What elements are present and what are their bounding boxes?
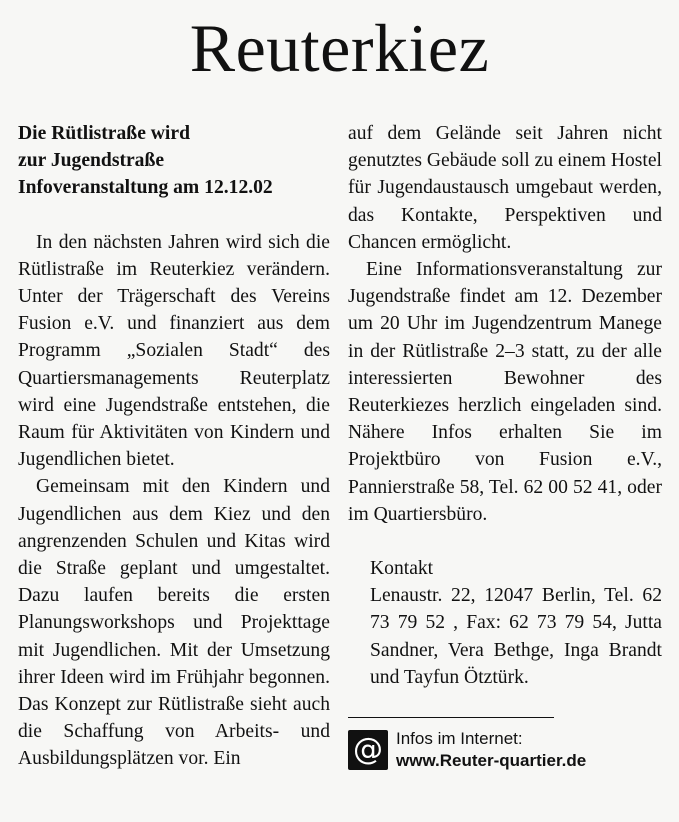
headline-line-2: zur Jugendstraße (18, 150, 165, 172)
spacer (18, 202, 330, 229)
article-paragraph-1: In den nächsten Jahren wird sich die Rütlistraße im Reuterkiez verändern. Unter der Trägerschaft des Vereins Fusion e.V. und finanziert aus dem Programm „Sozialen Stadt“ des Quartiersmanagements Reuterplatz wird eine Jugendstraße entstehen, die Raum für Aktivitäten von Kindern und Jugendlichen bietet. (18, 231, 330, 471)
article-paragraph-3: auf dem Gelände seit Jahren nicht genutztes Gebäude soll zu einem Hostel für Jugendaustausch umgebaut werden, das Kontakte, Perspektiven und Chancen ermöglicht. (348, 123, 662, 253)
divider (348, 717, 554, 718)
internet-info (348, 728, 662, 772)
article-paragraph-2: Gemeinsam mit den Kindern und Jugendlichen aus dem Kiez und den angrenzenden Schulen und Kitas wird die Straße geplant und umgestaltet. Dazu laufen bereits die ersten Planungsworkshops und Projekttage mit Jugendlichen. Mit der Umsetzung ihrer Ideen wird im Frühjahr begonnen. Das Konzept zur Rütlistraße sieht auch die Schaffung von Arbeits- und Ausbildungsplätzen vor. Ein (18, 476, 330, 770)
internet-url[interactable] (396, 750, 586, 772)
page-title: Reuterkiez (189, 10, 490, 86)
headline-line-1: Die Rütlistraße wird (18, 123, 190, 144)
at-sign-icon: @ (348, 730, 388, 770)
right-column (348, 120, 662, 772)
headline-line-3: Infoveranstaltung am 12.12.02 (18, 177, 273, 199)
contact-details: Lenaustr. 22, 12047 Berlin, Tel. 62 73 79 52 , Fax: 62 73 79 54, Jutta Sandner, Vera Bethge, Inga Brandt und Tayfun Ötztürk. (370, 585, 662, 688)
left-column (18, 120, 330, 773)
article-headline (18, 120, 330, 202)
article-paragraph-4: Eine Informationsveranstaltung zur Jugendstraße findet am 12. Dezember um 20 Uhr im Jugendzentrum Manege in der Rütlistraße 2–3 statt, zu der alle interessierten Bewohner des Reuterkiezes herzlich eingeladen sind. Nähere Infos erhalten Sie im Projektbüro von Fusion e.V., Pannierstraße 58, Tel. 62 00 52 41, oder im Quartiersbüro. (348, 259, 662, 525)
spacer (348, 528, 662, 555)
contact-heading: Kontakt (370, 558, 434, 580)
website-link[interactable]: www.Reuter-quartier.de (396, 751, 587, 771)
internet-label: Infos im Internet: (396, 729, 523, 749)
internet-text (396, 728, 586, 772)
